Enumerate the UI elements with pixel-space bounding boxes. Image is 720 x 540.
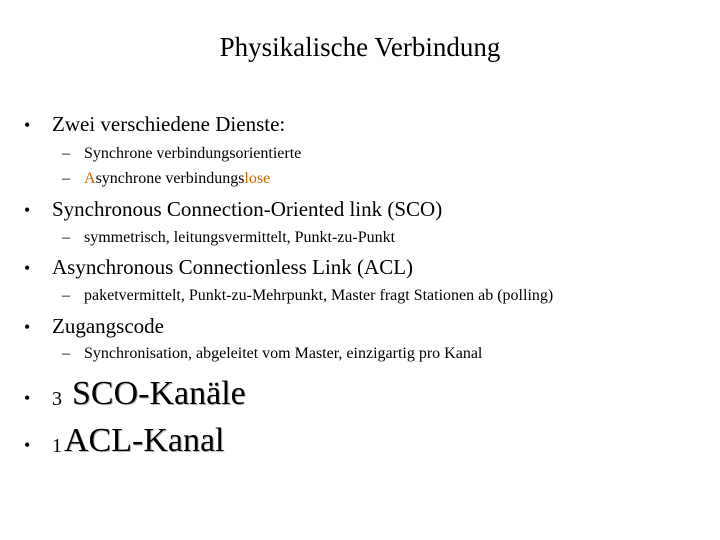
bullet-icon: • [24, 200, 31, 220]
bullet-text: Zugangscode [52, 314, 164, 338]
slide-title: Physikalische Verbindung [219, 32, 501, 62]
bullet-icon: • [24, 258, 31, 278]
channel-label: SCO-Kanäle [72, 375, 246, 412]
channel-count: 1 [52, 435, 62, 457]
channel-label: ACL-Kanal [64, 422, 225, 459]
channel-count: 3 [52, 388, 62, 410]
dash-icon: – [62, 170, 70, 187]
dash-icon: – [62, 345, 70, 362]
bullet-text: Synchronous Connection-Oriented link (SCO) [52, 197, 443, 221]
sub-item-text: Synchronisation, abgeleitet vom Master, einzigartig pro Kanal [84, 345, 483, 362]
bullet-text: Asynchronous Connectionless Link (ACL) [52, 255, 414, 279]
bullet-icon: • [24, 435, 31, 455]
bullet-icon: • [24, 115, 31, 135]
sub-item-text: Synchrone verbindungsorientierte [84, 145, 302, 162]
bullet-icon: • [24, 317, 31, 337]
accent-prefix: A [84, 170, 96, 187]
accent-suffix: lose [244, 170, 271, 187]
sub-item-text: paketvermittelt, Punkt-zu-Mehrpunkt, Master fragt Stationen ab (polling) [84, 287, 554, 304]
bullet-text: Zwei verschiedene Dienste: [52, 112, 286, 136]
dash-icon: – [62, 229, 70, 246]
sub-item-text: symmetrisch, leitungsvermittelt, Punkt-zu-Punkt [84, 229, 396, 246]
sub-item-middle: synchrone verbindungs [95, 170, 245, 187]
sub-item-text [84, 169, 270, 189]
dash-icon: – [62, 287, 70, 304]
bullet-icon: • [24, 388, 31, 408]
dash-icon: – [62, 145, 70, 162]
